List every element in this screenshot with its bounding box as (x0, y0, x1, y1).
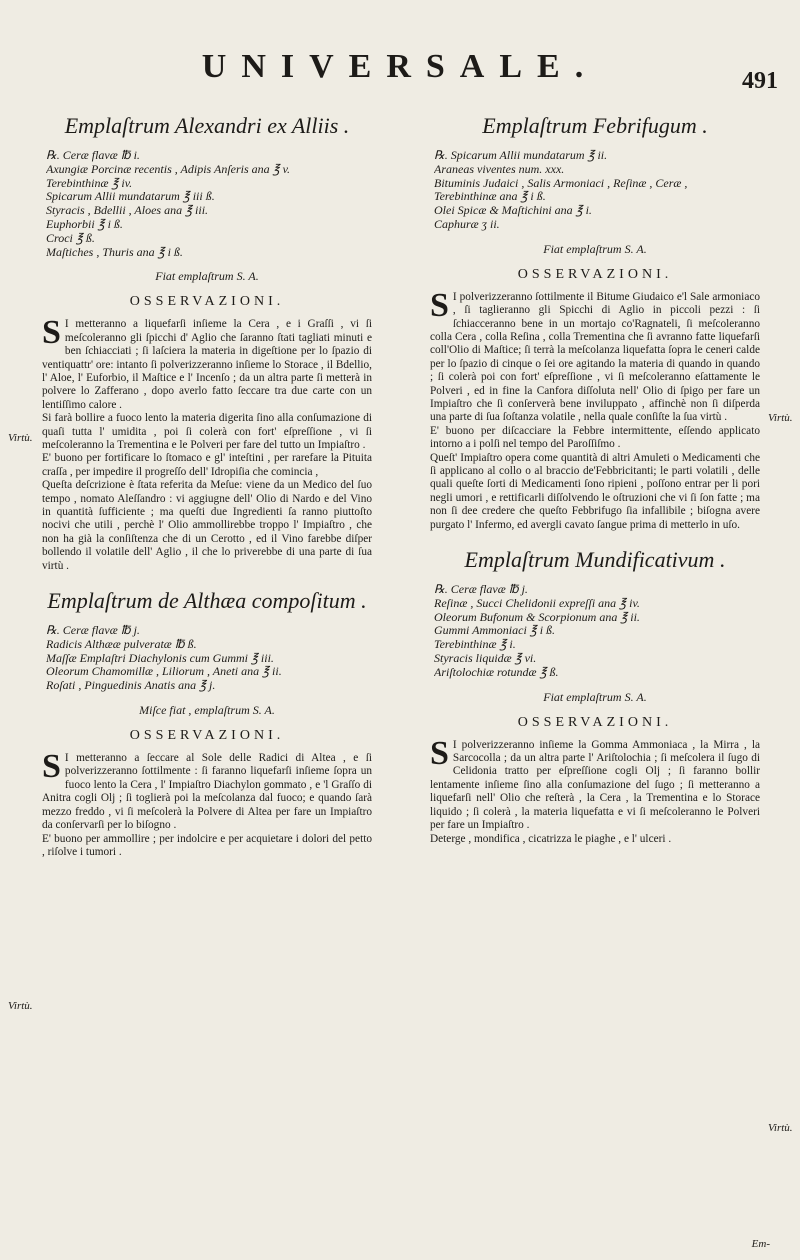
section-title: Emplaſtrum Alexandri ex Alliis . (64, 113, 350, 138)
recipe-line: Terebinthinæ ℥ iv. (46, 176, 133, 190)
paragraph: Queſta deſcrizione è ſtata referita da Meſue: viene da un Medico del ſuo tempo , nomato Aleſſandro : vi aggiugne dell' Olio di Nardo e del Vino in quantità ſufficiente ; ma queſti due Ingredienti ſa ranno piuttoſto nocivi che utili , perchè l' Olio ammollirebbe troppo l' Impiaſtro , che non ha già la conſiſtenza che di un Cerotto , ed il Vino farebbe diſper bollendo il volatile dell' Aglio , il che lo priverebbe di una parte di ſua virtù . (42, 479, 372, 572)
recipe-line: Olei Spicæ & Maſtichini ana ℥ i. (434, 204, 592, 218)
recipe-line: Croci ℥ ß. (46, 231, 95, 245)
recipe-line: Reſinæ , Succi Chelidonii expreſſi ana ℥ iv. (434, 596, 640, 610)
drop-cap: S (42, 314, 61, 352)
paragraph: Si farà bollire a fuoco lento la materia digerita ſino alla conſumazione di quaſi tutta l' umidita , poi ſi colerà con fort' eſpreſſione , vi ſi meſcoleranno la Trementina e le Polveri per fare del tutto un Impiaſtro . (42, 412, 372, 452)
recipe-line: Oleorum Bufonum & Scorpionum ana ℥ ii. (434, 610, 640, 624)
section-title: Emplaſtrum Febrifugum . (482, 113, 708, 138)
drop-cap: S (430, 734, 449, 772)
paragraph: I metteranno a ſeccare al Sole delle Radici di Altea , e ſi polverizzeranno ſottilmente : ſi faranno liquefarſi inſieme ſopra un fuoco lento la Cera , l' Impiaſtro Diachylon gommato , e 'l Graſſo di Anitra cogli Olj ; ſi toglierà poi la meſcolanza dal fuoco; e quando ſarà mezzo freddo , vi ſi meſcolerà la Polvere di Altea per fare un Impiaſtro da conſervarſi per lo biſogno . (42, 752, 372, 832)
recipe-line: Ariſtolochiæ rotundæ ℥ ß. (434, 665, 559, 679)
fiat-line: Fiat emplaſtrum S. A. (543, 241, 647, 256)
margin-note: Virtù. (8, 1000, 33, 1012)
paragraph: E' buono per diſcacciare la Febbre intermittente, eſſendo applicato intorno a i polſi nel tempo del Paroſſiſmo . (430, 424, 760, 451)
recipe-line: Caphuræ ʒ ii. (434, 217, 500, 231)
fiat-line: Fiat emplaſtrum S. A. (155, 269, 259, 284)
paragraph: I polverizzeranno inſieme la Gomma Ammoniaca , la Mirra , la Sarcocolla ; da un altra parte l' Ariſtolochia ; ſi meſcolera il ſugo di Celidonia tratto per eſpreſſione cogli Olj ; ſi faranno bollir lentamente inſieme ſino alla conſumazione del ſugo ; ſi metteranno a liquefarſi nell' Olio che reſterà , la Cera , la Trementina e lo Storace liquido ; ſi colerà , la materia liquefatta e vi ſi meſcoleranno le Polveri per fare un Impiaſtro . (430, 738, 760, 832)
paragraph: I metteranno a liquefarſi inſieme la Cera , e i Graſſi , vi ſi meſcoleranno gli ſpicchi d' Aglio che ſaranno ſtati tagliati minuti e ben ſchiacciati ; ſi laſciera la materia in digeſtione per lo ſpazio di ventiquattr' ore: intanto ſi polverizzeranno inſieme lo Storace , il Bdellio, l' Aloe, l' Euforbio, il Maſtice e l' Incenſo ; da un altra parte ſi metterà in polvere lo Zafferano , dopo averlo fatto ſeccare tra due carte con un lentiſſimo calore . (42, 318, 372, 411)
margin-note: Virtù. (8, 432, 33, 444)
recipe-line: ℞. Ceræ flavæ ℔ j. (46, 624, 140, 638)
recipe-list (46, 149, 372, 259)
observations-heading: OSSERVAZIONI. (129, 728, 285, 744)
section-title: Emplaſtrum Mundificativum . (464, 547, 726, 573)
recipe-line: ℞. Ceræ flavæ ℔ j. (434, 583, 528, 597)
recipe-line: Terebinthinæ ana ℥ i ß. (434, 190, 546, 204)
left-column (42, 108, 372, 859)
observations-text (430, 734, 760, 846)
recipe-line: Gummi Ammoniaci ℥ i ß. (434, 624, 556, 638)
observations-text (42, 314, 372, 573)
paragraph: E' buono per fortificare lo ſtomaco e gl' inteſtini , per rarefare la Pituita craſſa , per impedire il progreſſo dell' Idropiſia che comincia , (42, 452, 372, 478)
running-head: UNIVERSALE. (201, 48, 599, 85)
paragraph: Deterge , mondifica , cicatrizza le piaghe , e l' ulceri . (430, 832, 672, 845)
recipe-line: ℞. Spicarum Allii mundatarum ℥ ii. (434, 149, 608, 162)
recipe-line: Styracis liquidæ ℥ vi. (434, 652, 537, 666)
recipe-line: Roſati , Pinguedinis Anatis ana ℥ j. (46, 679, 216, 693)
recipe-line: Terebinthinæ ℥ i. (434, 638, 516, 652)
section-title: Emplaſtrum de Althæa compoſitum . (47, 588, 367, 614)
page-number: 491 (742, 68, 778, 94)
recipe-line: ℞. Ceræ flavæ ℔ i. (46, 149, 140, 162)
recipe-list (46, 624, 372, 693)
recipe-line: Araneas viventes num. xxx. (434, 162, 565, 176)
margin-note: Virtù. (768, 412, 793, 424)
paragraph: I polverizzeranno ſottilmente il Bitume Giudaico e'l Sale armoniaco , ſi taglieranno gli Spicchi di Aglio in piccoli pezzi : ſi ſchiacceranno bene in un mortajo co'Ragnateli, ſi meſcoleranno colla Cera , colla Reſina , colla Trementina che ſi avranno fatte liquefarſi coll'Olio di Maſtice; ſi terrà la meſcolanza liquefatta ſopra le ceneri calde per lo ſpazio di cinque o ſei ore agitando la materia di quando in quando ; ſi colerà poi con fort' eſpreſſione , vi ſi meſcoleranno eſattamente le Polveri , ed in fine la Canfora diſſoluta nell' Olio di ſpigo per fare un Impiaſtro che ſi conſerverà bene inviluppato , affinchè non ſi diſperda una parte di ſua ſoſtanza volatile , nella quale conſiſte la ſua virtù . (430, 290, 760, 424)
fiat-line: Fiat emplaſtrum S. A. (543, 689, 647, 704)
observations-text (42, 748, 372, 859)
recipe-line: Spicarum Allii mundatarum ℥ iii ß. (46, 190, 215, 204)
recipe-line: Radicis Althææ pulveratæ ℔ ß. (46, 637, 197, 651)
recipe-line: Euphorbii ℥ i ß. (46, 217, 123, 231)
recipe-line: Axungiæ Porcinæ recentis , Adipis Anſeris ana ℥ v. (46, 162, 291, 176)
recipe-list (434, 149, 760, 232)
recipe-line: Maſtiches , Thuris ana ℥ i ß. (46, 245, 183, 259)
recipe-line: Maſſæ Emplaſtri Diachylonis cum Gummi ℥ iii. (46, 651, 274, 665)
observations-text (430, 286, 760, 532)
catchword: Em- (751, 1238, 770, 1250)
drop-cap: S (430, 286, 449, 324)
recipe-line: Oleorum Chamomillæ , Liliorum , Aneti ana ℥ ii. (46, 665, 282, 679)
observations-heading: OSSERVAZIONI. (129, 294, 285, 310)
recipe-line: Bituminis Judaici , Salis Armoniaci , Reſinæ , Ceræ , (434, 176, 688, 190)
margin-note: Virtù. (768, 1122, 793, 1134)
observations-heading: OSSERVAZIONI. (517, 714, 673, 730)
right-column (430, 108, 760, 846)
recipe-line: Styracis , Bdellii , Aloes ana ℥ iii. (46, 204, 209, 218)
paragraph: Queſt' Impiaſtro opera come quantità di altri Amuleti o Medicamenti che ſi applicano al collo o al braccio de'Febbricitanti; le parti volatili , delle quali queſte ſorti di Medicamenti ſono ripieni , poſſono entrar per li pori negli umori , e rettificarli diſſolvendo le oſtruzioni che vi ſi ſon fatte ; ma non ſi dee credere che queſto Febbrifugo ſia infallibile ; biſogna avere purgato l' Infermo, ed avergli cavato ſangue prima di metterlo in uſo. (430, 451, 760, 531)
recipe-list (434, 583, 760, 680)
paragraph: E' buono per ammollire ; per indolcire e per acquietare i dolori del petto , riſolve i tumori . (42, 832, 372, 858)
observations-heading: OSSERVAZIONI. (517, 266, 673, 282)
drop-cap: S (42, 748, 61, 786)
fiat-line: Miſce fiat , emplaſtrum S. A. (139, 703, 275, 718)
